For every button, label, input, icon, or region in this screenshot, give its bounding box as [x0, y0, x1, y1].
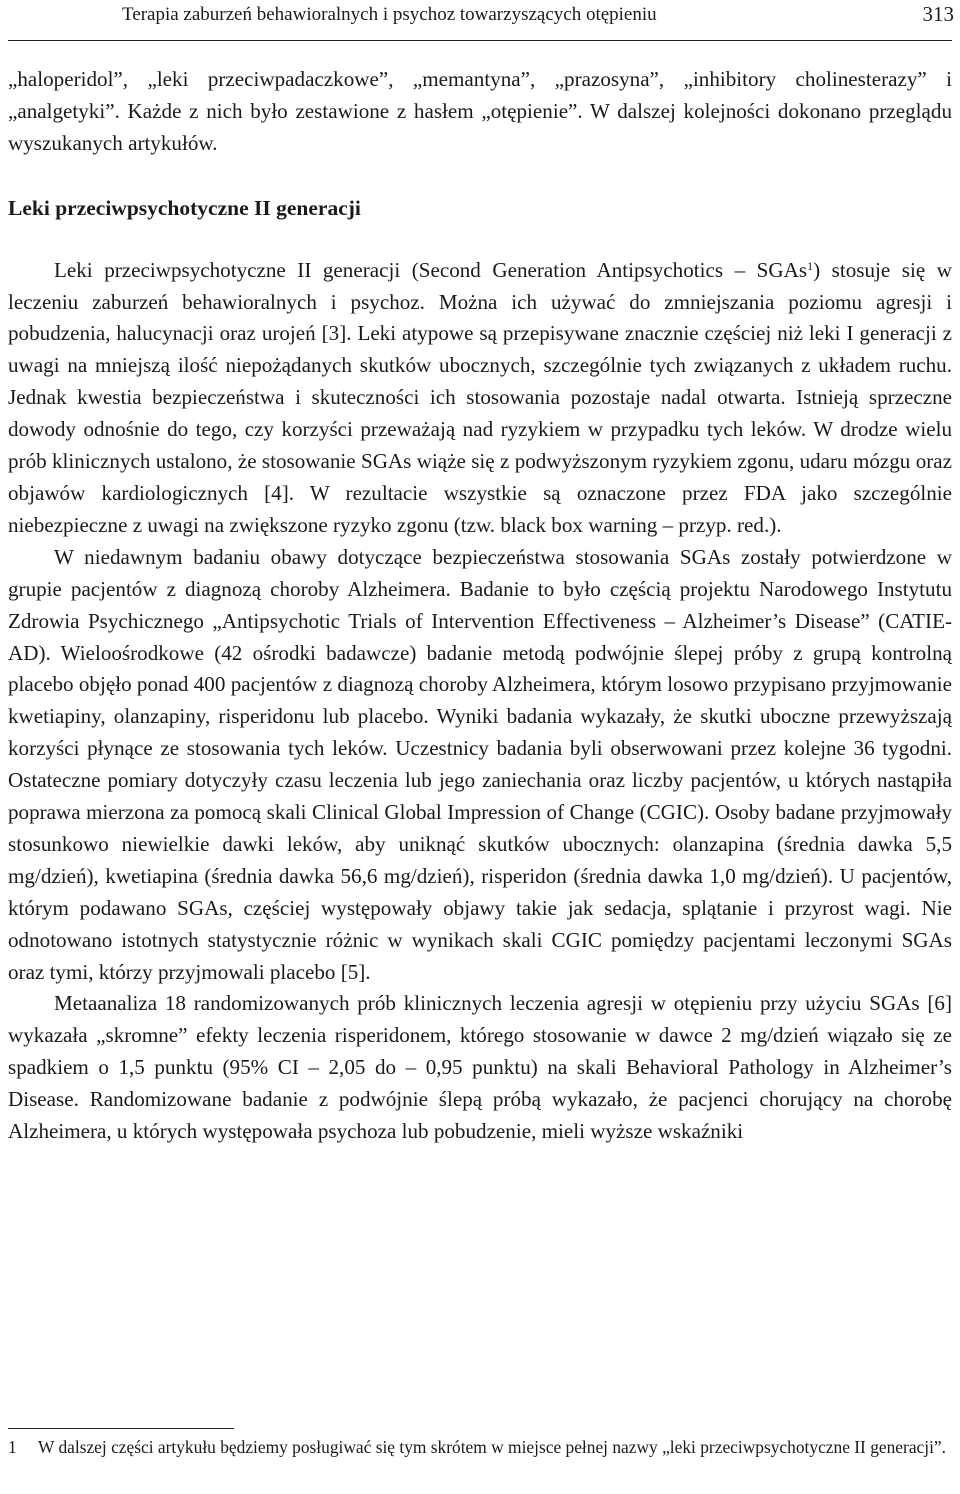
paragraph-1-start: Leki przeciwpsychotyczne II generacji (Second Generation Antipsychotics – SGAs	[54, 257, 808, 282]
header-rule	[8, 40, 952, 41]
intro-paragraph: „haloperidol”, „leki przeciwpadaczkowe”, „memantyna”, „prazosyna”, „inhibitory cholinesterazy” i „analgetyki”. Każde z nich było zestawione z hasłem „otępienie”. W dalszej kolejności dokonano przeglądu wyszukanych artykułów.	[8, 67, 952, 155]
running-title: Terapia zaburzeń behawioralnych i psychoz towarzyszących otępieniu	[122, 4, 657, 25]
footnote-rule	[8, 1428, 234, 1429]
running-header	[0, 0, 960, 42]
section-paragraph-2: W niedawnym badaniu obawy dotyczące bezpieczeństwa stosowania SGAs zostały potwierdzone w grupie pacjentów z diagnozą choroby Alzheimera. Badanie to było częścią projektu Narodowego Instytutu Zdrowia Psychicznego „Antipsychotic Trials of Intervention Effectiveness – Alzheimer’s Disease” (CATIE-AD). Wieloośrodkowe (42 ośrodki badawcze) badanie metodą podwójnie ślepej próby z grupą kontrolną placebo objęło ponad 400 pacjentów z diagnozą choroby Alzheimera, którym losowo przypisano przyjmowanie kwetiapiny, olanzapiny, risperidonu lub placebo. Wyniki badania wykazały, że skutki uboczne przewyższają korzyści płynące ze stosowania tych leków. Uczestnicy badania byli obserwowani przez kolejne 36 tygodni. Ostateczne pomiary dotyczyły czasu leczenia lub jego zaniechania oraz liczby pacjentów, u których nastąpiła poprawa mierzona za pomocą skali Clinical Global Impression of Change (CGIC). Osoby badane przyjmowały stosunkowo niewielkie dawki leków, aby uniknąć skutków ubocznych: olanzapina (średnia dawka 5,5 mg/dzień), kwetiapina (średnia dawka 56,6 mg/dzień), risperidon (średnia dawka 1,0 mg/dzień). U pacjentów, którym podawano SGAs, częściej występowały objawy takie jak sedacja, splątanie i przyrost wagi. Nie odnotowano istotnych statystycznie różnic w wynikach skali CGIC pomiędzy pacjentami leczonymi SGAs oraz tymi, którzy przyjmowali placebo [5].	[8, 544, 952, 984]
footnote-marker: 1	[8, 1437, 17, 1457]
article-body	[8, 64, 952, 1148]
section-paragraph-3: Metaanaliza 18 randomizowanych prób klinicznych leczenia agresji w otępieniu przy użyciu SGAs [6] wykazała „skromne” efekty leczenia risperidonem, którego stosowanie w dawce 2 mg/dzień wiązało się ze spadkiem o 1,5 punktu (95% CI – 2,05 do – 0,95 punktu) na skali Behavioral Pathology in Alzheimer’s Disease. Randomizowane badanie z podwójnie ślepą próbą wykazało, że pacjenci chorujący na chorobę Alzheimera, u których występowała psychoza lub pobudzenie, mieli wyższe wskaźniki	[8, 991, 952, 1144]
footnote-reference[interactable]: 1	[807, 258, 814, 273]
section-paragraph-1	[8, 255, 952, 542]
paragraph-1-rest: ) stosuje się w leczeniu zaburzeń behawioralnych i psychoz. Można ich używać do zmniejszania poziomu agresji i pobudzenia, halucynacji oraz urojeń [3]. Leki atypowe są przepisywane znacznie częściej niż leki I generacji z uwagi na mniejszą ilość niepożądanych skutków ubocznych, szczególnie tych związanych z układem ruchu. Jednak kwestia bezpieczeństwa i skuteczności ich stosowania pozostaje nadal otwarta. Istnieją sprzeczne dowody odnośnie do tego, czy korzyści przeważają nad ryzykiem w przypadku tych leków. W drodze wielu prób klinicznych ustalono, że stosowanie SGAs wiąże się z podwyższonym ryzykiem zgonu, udaru mózgu oraz objawów kardiologicznych [4]. W rezultacie wszystkie są oznaczone przez FDA jako szczególnie niebezpieczne z uwagi na zwiększone ryzyko zgonu (tzw. black box warning – przyp. red.).	[8, 257, 952, 537]
footnote-text: W dalszej części artykułu będziemy posługiwać się tym skrótem w miejsce pełnej nazwy „leki przeciwpsychotyczne II generacji”.	[38, 1437, 946, 1457]
footnote	[8, 1433, 952, 1461]
section-heading: Leki przeciwpsychotyczne II generacji	[8, 195, 361, 220]
page-number: 313	[922, 2, 954, 26]
